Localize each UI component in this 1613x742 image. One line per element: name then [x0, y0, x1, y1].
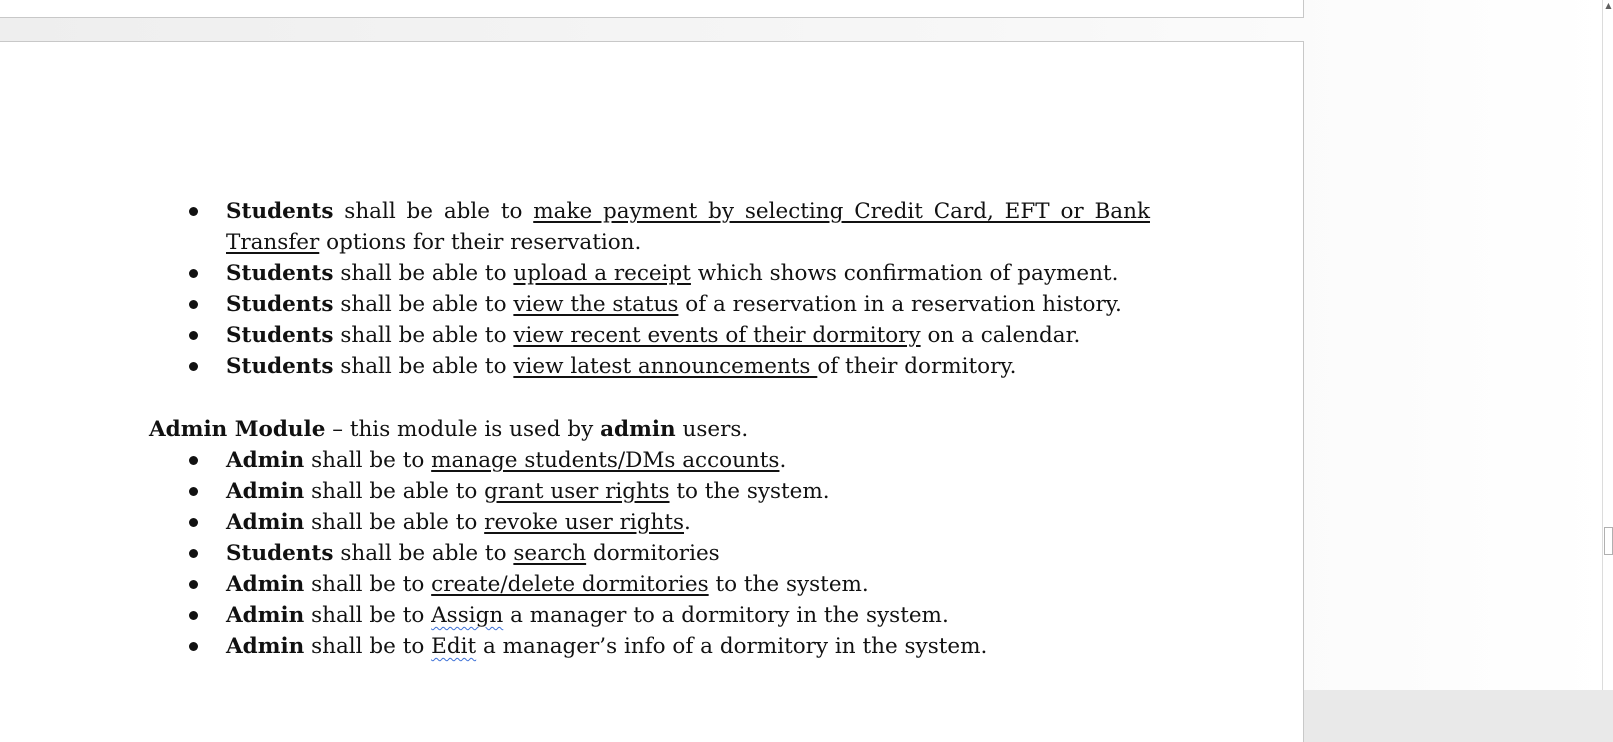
bullet-icon	[189, 580, 198, 589]
bullet-icon	[189, 611, 198, 620]
list-item: Admin shall be to Edit a manager’s info of a dormitory in the system.	[0, 631, 1303, 662]
list-item-text-continued: Transfer options for their reservation.	[226, 230, 642, 255]
list-item: Admin shall be to manage students/DMs accounts.	[0, 445, 1303, 476]
list-item-text: Students shall be able to make payment by selecting Credit Card, EFT or Bank	[226, 199, 1150, 224]
bullet-icon	[189, 300, 198, 309]
list-item: Students shall be able to view latest announcements of their dormitory.	[0, 351, 1303, 382]
bullet-icon	[189, 642, 198, 651]
scroll-up-arrow-icon[interactable]: ▲	[1605, 1, 1612, 10]
list-item: Admin shall be to Assign a manager to a dormitory in the system.	[0, 600, 1303, 631]
bullet-icon	[189, 549, 198, 558]
spelling-flag[interactable]: Edit	[431, 634, 477, 659]
bullet-icon	[189, 207, 198, 216]
bullet-icon	[189, 331, 198, 340]
bullet-icon	[189, 269, 198, 278]
list-item: Students shall be able to view the status of a reservation in a reservation history.	[0, 289, 1303, 320]
bullet-icon	[189, 362, 198, 371]
spelling-flag[interactable]: Assign	[431, 603, 504, 628]
bullet-icon	[189, 518, 198, 527]
list-item: Admin shall be able to revoke user rights.	[0, 507, 1303, 538]
vertical-scrollbar[interactable]	[1602, 0, 1613, 690]
admin-module-heading: Admin Module – this module is used by admin users.	[149, 417, 749, 442]
list-item: Students shall be able to upload a receipt which shows confirmation of payment.	[0, 258, 1303, 289]
list-item: Admin shall be to create/delete dormitories to the system.	[0, 569, 1303, 600]
bullet-icon	[189, 487, 198, 496]
list-item	[0, 196, 1303, 258]
list-item: Students shall be able to search dormitories	[0, 538, 1303, 569]
bullet-icon	[189, 456, 198, 465]
list-item: Students shall be able to view recent events of their dormitory on a calendar.	[0, 320, 1303, 351]
scrollbar-thumb[interactable]	[1604, 527, 1613, 555]
list-item: Admin shall be able to grant user rights to the system.	[0, 476, 1303, 507]
